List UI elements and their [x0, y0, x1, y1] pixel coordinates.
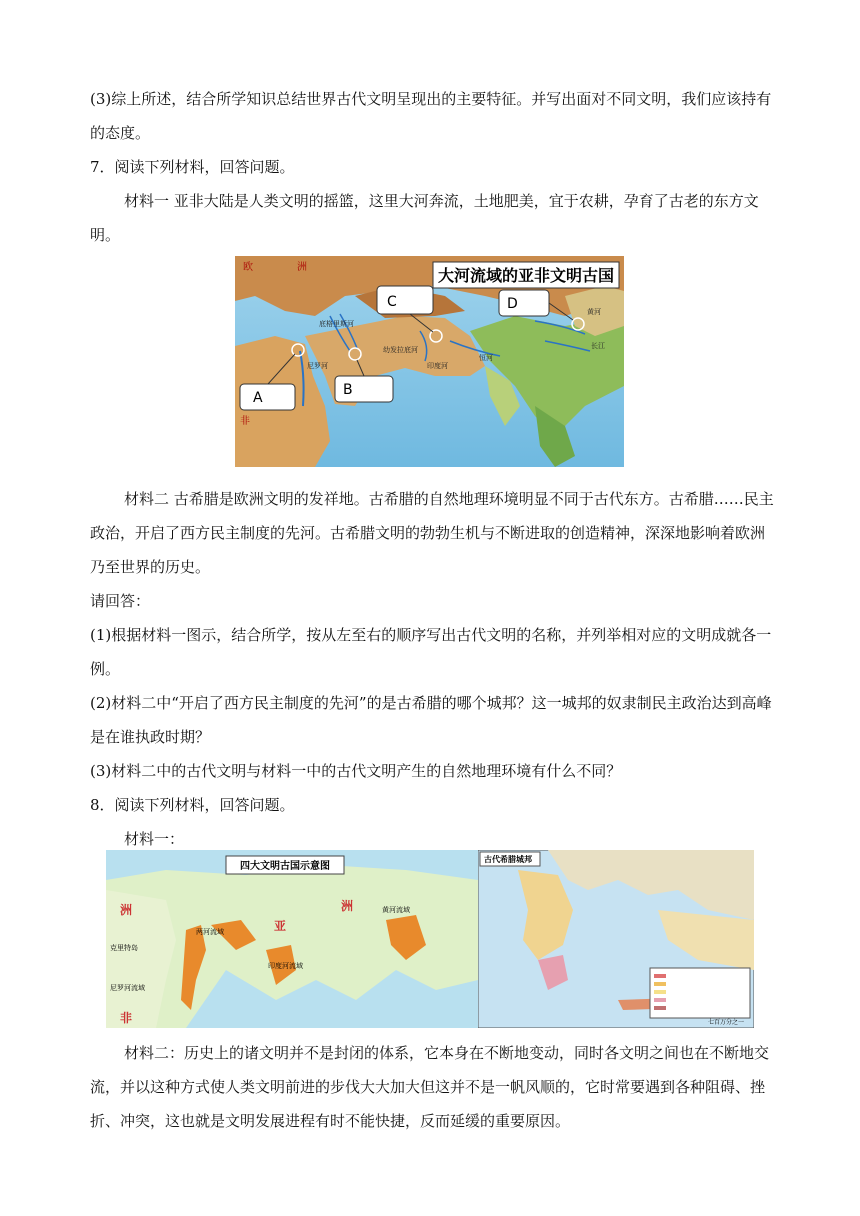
label-ganges: 恒河	[479, 354, 493, 362]
question-7-heading: 7．阅读下列材料，回答问题。	[90, 158, 295, 176]
callout-a: A	[253, 390, 263, 406]
four-civilizations-map	[106, 850, 478, 1028]
q7-material-2: 材料二 古希腊是欧洲文明的发祥地。古希腊的自然地理环境明显不同于古代东方。古希腊……民主政治，开启了西方民主制度的先河。古希腊文明的勃勃生机与不断进取的创造精神，深深地影响着欧洲乃至世界的历史。	[90, 490, 774, 576]
label-africa-1: 非	[240, 416, 250, 427]
label-europe-1: 欧	[243, 262, 253, 273]
label-zhou-2: 洲	[341, 899, 354, 913]
label-nile-basin: 尼罗河流域	[110, 984, 145, 992]
q8-material-1-label: 材料一：	[124, 830, 185, 848]
label-yangtze: 长江	[591, 342, 605, 350]
callout-c: C	[387, 294, 397, 310]
label-yellow-river-basin: 黄河流域	[382, 906, 410, 914]
map-left-title: 四大文明古国示意图	[240, 861, 330, 872]
map-title: 大河流域的亚非文明古国	[437, 266, 615, 285]
callout-d: D	[507, 296, 518, 312]
q7-material-1: 材料一 亚非大陆是人类文明的摇篮，这里大河奔流，土地肥美，宜于农耕，孕育了古老的东方文明。	[90, 192, 759, 244]
label-two-rivers: 两河流域	[196, 928, 224, 936]
q7-part-2: (2)材料二中“开启了西方民主制度的先河”的是古希腊的哪个城邦？这一城邦的奴隶制民主政治达到高峰是在谁执政时期？	[90, 694, 772, 746]
ancient-greece-city-states-map	[478, 850, 754, 1028]
map-scale: 七百万分之一	[708, 1019, 745, 1026]
label-ya: 亚	[274, 919, 287, 933]
label-fei: 非	[120, 1011, 133, 1025]
river-civilizations-map	[235, 256, 624, 467]
label-indus-basin: 印度河流域	[268, 962, 303, 970]
q7-part-1: (1)根据材料一图示，结合所学，按从左至右的顺序写出古代文明的名称，并列举相对应的文明成就各一例。	[90, 626, 772, 678]
label-tigris: 底格里斯河	[319, 320, 354, 328]
question-8-heading: 8．阅读下列材料，回答问题。	[90, 796, 295, 814]
label-crete: 克里特岛	[110, 944, 138, 952]
answer-prompt: 请回答：	[90, 592, 151, 610]
label-euphrates: 幼发拉底河	[383, 346, 418, 354]
label-yellow-river: 黄河	[587, 308, 601, 316]
question-6-part-3: (3)综上所述，结合所学知识总结世界古代文明呈现出的主要特征。并写出面对不同文明，我们应该持有的态度。	[90, 90, 772, 142]
label-indus: 印度河	[427, 362, 448, 370]
label-nile: 尼罗河	[307, 362, 328, 370]
callout-b: B	[343, 382, 353, 398]
label-zhou-1: 洲	[120, 903, 133, 917]
label-europe-2: 洲	[297, 262, 307, 273]
map-right-title: 古代希腊城邦	[484, 855, 532, 864]
q7-part-3: (3)材料二中的古代文明与材料一中的古代文明产生的自然地理环境有什么不同？	[90, 762, 622, 780]
q8-material-2: 材料二：历史上的诸文明并不是封闭的体系，它本身在不断地变动，同时各文明之间也在不断地交流，并以这种方式使人类文明前进的步伐大大加大但这并不是一帆风顺的，它时常要遇到各种阻碍、挫折、冲突，这也就是文明发展进程有时不能快捷，反而延缓的重要原因。	[90, 1044, 770, 1130]
